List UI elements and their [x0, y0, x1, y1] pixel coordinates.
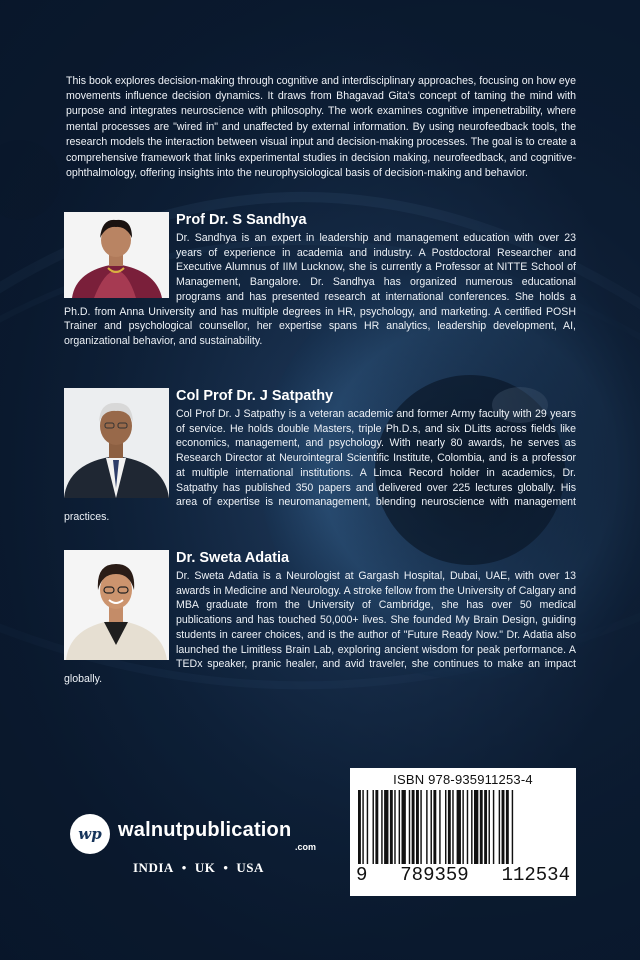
- barcode-bar: [390, 790, 393, 864]
- barcode-bar: [420, 790, 421, 864]
- book-description: This book explores decision-making through cognitive and interdisciplinary approaches, focusing on how eye movements influence decision dynamics. It draws from Bhagavad Gita's concept of taming the mind with purpose and integrates neuroscience with philosophy. The work examines cognitive impenetrability, where mental processes are "wired in" and unaffected by external information. By using neurofeedback tools, the research models the interaction between visual input and decision-making processes. The goal is to create a comprehensive framework that links experimental studies in decision making, neurofeedback, and cognitive-ophthalmology, offering insights into the neurophysiological basis of decision-making and behavior.: [66, 74, 576, 180]
- barcode-bar: [493, 790, 494, 864]
- barcode-bar: [480, 790, 483, 864]
- author-photo-satpathy: [64, 388, 169, 498]
- publisher-logo: [70, 814, 330, 854]
- publisher-mark-icon: wp: [70, 814, 110, 854]
- author-block-satpathy: [64, 388, 576, 525]
- author-name-sandhya: Prof Dr. S Sandhya: [176, 212, 307, 228]
- barcode-bar: [457, 790, 461, 864]
- barcode-bar: [452, 790, 453, 864]
- barcode-bar: [445, 790, 446, 864]
- barcode-bar: [471, 790, 472, 864]
- author-bio-satpathy: Col Prof Dr. J Satpathy is a veteran academic and former Army faculty with 29 years of service. He holds double Masters, triple Ph.D.s, and six DLitts across fields like economics, management, and psychology. With nearly 80 awards, he serves as Research Director at Neurointegral Scientific Institute, Colombia, and is a professor at multiple international institutions. A Limca Record holder in academics, Dr. Satpathy has published 350 papers and delivered over 225 lectures globally. His area of expertise is neuromanagement, blending neuroscience with management practices.: [64, 408, 576, 523]
- barcode-bar: [402, 790, 406, 864]
- barcode-graphic: [358, 790, 568, 864]
- barcode-bar: [499, 790, 500, 864]
- isbn-label: ISBN 978-935911253-4: [393, 772, 533, 787]
- barcode-bar: [362, 790, 363, 864]
- barcode-bar: [474, 790, 478, 864]
- barcode-bar: [416, 790, 419, 864]
- publisher-regions: [133, 860, 264, 876]
- barcode-bar: [502, 790, 505, 864]
- author-block-adatia: [64, 550, 576, 687]
- publisher-domain: .com: [295, 842, 317, 852]
- barcode-bar: [409, 790, 410, 864]
- isbn-digit-group-3: 112534: [501, 864, 570, 886]
- barcode-bar: [506, 790, 509, 864]
- barcode-bar: [358, 790, 361, 864]
- barcode-bar: [412, 790, 415, 864]
- barcode-bar: [462, 790, 463, 864]
- barcode-bar: [489, 790, 490, 864]
- barcode-bar: [431, 790, 432, 864]
- barcode-bar: [375, 790, 378, 864]
- publisher-name: walnutpublication: [118, 819, 292, 841]
- author-name-adatia: Dr. Sweta Adatia: [176, 550, 290, 566]
- author-block-sandhya: [64, 212, 576, 349]
- isbn-barcode-box: [350, 768, 576, 896]
- barcode-bar: [433, 790, 436, 864]
- barcode-bar: [394, 790, 395, 864]
- author-bio-sandhya: Dr. Sandhya is an expert in leadership and management education with over 23 years of experience in academia and industry. A Postdoctoral Researcher and Executive Alumnus of IIM Lucknow, she is currently a Professor at NITTE School of Management, Bangalore. Dr. Sandhya has organized numerous educational programs and has presented research at international conferences. She holds a Ph.D. from Anna University and has multiple degrees in HR, psychology, and marketing. A certified POSH Trainer and psychological counsellor, her expertise spans HR analytics, leadership development, AI, organizational behavior, and sustainability.: [64, 232, 576, 347]
- region-uk: UK: [194, 860, 216, 875]
- author-bio-adatia: Dr. Sweta Adatia is a Neurologist at Gargash Hospital, Dubai, UAE, with over 13 awards in Medicine and Neurology. A stroke fellow from the University of Calgary and MBA graduate from the University of Cambridge, she has over 50 medical publications and has touched 50,000+ lives. She founded My Brain Design, guiding students in career choices, and is the author of "Future Ready Now." Dr. Adatia also launched the Limitless Brain Lab, exploring ancient wisdom for peak performance. A TEDx speaker, pranic healer, and avid traveler, she continues to make an impact globally.: [64, 570, 576, 685]
- barcode-bar: [448, 790, 451, 864]
- barcode-bar: [439, 790, 440, 864]
- region-india: INDIA: [133, 860, 174, 875]
- author-photo-sandhya: [64, 212, 169, 298]
- isbn-digit-group-1: 9: [356, 864, 368, 886]
- isbn-digit-group-2: 789359: [400, 864, 469, 886]
- barcode-bar: [367, 790, 368, 864]
- barcode-bar: [426, 790, 427, 864]
- region-separator: •: [223, 860, 229, 875]
- barcode-bar: [384, 790, 388, 864]
- author-name-satpathy: Col Prof Dr. J Satpathy: [176, 388, 334, 404]
- region-usa: USA: [236, 860, 264, 875]
- barcode-bar: [467, 790, 468, 864]
- barcode-bar: [399, 790, 400, 864]
- region-separator: •: [181, 860, 187, 875]
- barcode-bar: [512, 790, 513, 864]
- barcode-bar: [373, 790, 374, 864]
- isbn-digits: [350, 864, 576, 886]
- author-photo-adatia: [64, 550, 169, 660]
- barcode-bar: [381, 790, 382, 864]
- barcode-bar: [484, 790, 487, 864]
